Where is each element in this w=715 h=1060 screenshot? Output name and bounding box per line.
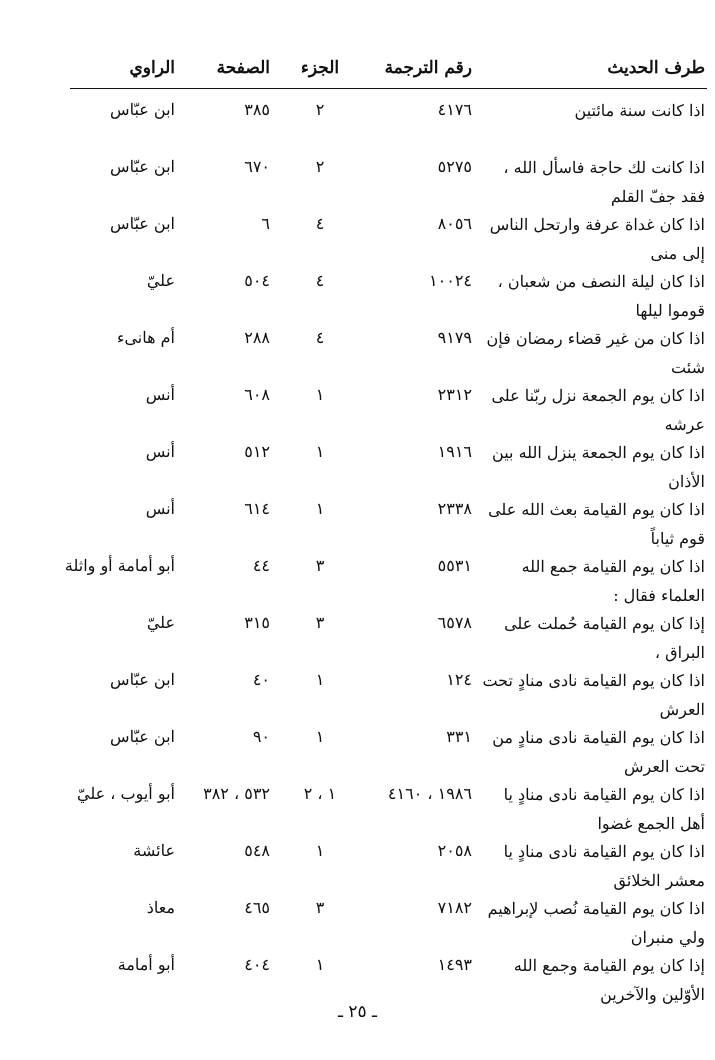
header-page: الصفحة <box>216 58 270 78</box>
table-row <box>0 723 715 780</box>
page-number-cell: ٩٠ <box>252 727 270 746</box>
hadith-text: اذا كان ليلة النصف من شعبان ، قوموا ليلها <box>497 272 705 320</box>
table-row <box>0 96 715 153</box>
page-number: ـ ٢٥ ـ <box>337 1002 378 1022</box>
table-row <box>0 438 715 495</box>
juz-number: ١ <box>315 841 325 860</box>
rawi-name: أبو أيوب ، عليّ <box>77 784 175 803</box>
hadith-text: إذا كان يوم القيامة وجمع الله الأوّلين والآخرين <box>513 956 705 1004</box>
page-number-cell: ٥٣٢ ، ٣٨٢ <box>203 784 270 803</box>
rawi-name: أبو أمامة <box>117 955 175 974</box>
juz-number: ٣ <box>315 898 325 917</box>
rawi-name: عليّ <box>146 271 175 290</box>
hadith-text: اذا كان يوم القيامة نادى منادٍ يا أهل الجمع غضوا <box>503 785 705 833</box>
juz-number: ١ <box>315 670 325 689</box>
table-row <box>0 495 715 552</box>
page-number-cell: ٤٦٥ <box>244 898 270 917</box>
table-row <box>0 609 715 666</box>
rawi-name: ابن عبّاس <box>110 100 175 119</box>
juz-number: ٤ <box>315 214 325 233</box>
page-number-cell: ٦٧٠ <box>244 157 270 176</box>
tarjama-number: ٧١٨٢ <box>437 898 472 917</box>
rawi-name: أنس <box>145 499 175 518</box>
rawi-name: عليّ <box>146 613 175 632</box>
tarjama-number: ١٢٤ <box>446 670 472 689</box>
table-row <box>0 153 715 210</box>
juz-number: ١ <box>315 955 325 974</box>
tarjama-number: ٥٥٣١ <box>437 556 472 575</box>
rawi-name: ابن عبّاس <box>110 727 175 746</box>
tarjama-number: ١٩٨٦ ، ٤١٦٠ <box>387 784 472 803</box>
hadith-text: اذا كانت سنة مائتين <box>574 101 705 120</box>
rawi-name: أنس <box>145 385 175 404</box>
header-rule <box>70 88 707 89</box>
tarjama-number: ٢٠٥٨ <box>437 841 472 860</box>
tarjama-number: ٢٣١٢ <box>437 385 472 404</box>
tarjama-number: ٢٣٣٨ <box>437 499 472 518</box>
rawi-name: أنس <box>145 442 175 461</box>
tarjama-number: ٦٥٧٨ <box>437 613 472 632</box>
rawi-name: أم هانىء <box>116 328 175 347</box>
tarjama-number: ٥٢٧٥ <box>437 157 472 176</box>
table-row <box>0 552 715 609</box>
juz-number: ٤ <box>315 271 325 290</box>
juz-number: ١ <box>315 442 325 461</box>
hadith-text: اذا كان يوم القيامة نادى منادٍ من تحت العرش <box>492 728 705 776</box>
hadith-text: اذا كان يوم الجمعة ينزل الله بين الأذان <box>492 443 705 491</box>
tarjama-number: ١٠٠٢٤ <box>429 271 472 290</box>
rawi-name: ابن عبّاس <box>110 157 175 176</box>
hadith-text: اذا كان يوم القيامة نُصب لإبراهيم ولي منبران <box>487 899 705 947</box>
page-number-cell: ٥١٢ <box>244 442 270 461</box>
hadith-text: اذا كان يوم القيامة جمع الله العلماء فقال : <box>521 557 705 605</box>
rawi-name: ابن عبّاس <box>110 670 175 689</box>
page-number-cell: ٢٨٨ <box>244 328 270 347</box>
juz-number: ٤ <box>315 328 325 347</box>
page-number-cell: ٣١٥ <box>244 613 270 632</box>
table-row <box>0 894 715 951</box>
tarjama-number: ٣٣١ <box>446 727 472 746</box>
header-hadith: طرف الحديث <box>607 58 705 78</box>
tarjama-number: ٤١٧٦ <box>437 100 472 119</box>
tarjama-number: ١٤٩٣ <box>437 955 472 974</box>
hadith-text: اذا كان يوم القيامة نادى منادٍ تحت العرش <box>482 671 705 719</box>
table-row <box>0 837 715 894</box>
hadith-text: اذا كان يوم الجمعة نزل ربّنا على عرشه <box>491 386 705 434</box>
juz-number: ١ ، ٢ <box>303 784 337 803</box>
page-number-cell: ٤٠ <box>252 670 270 689</box>
juz-number: ٢ <box>315 157 325 176</box>
page-number-cell: ٥٠٤ <box>244 271 270 290</box>
table-row <box>0 780 715 837</box>
table-row <box>0 210 715 267</box>
rawi-name: ابن عبّاس <box>110 214 175 233</box>
juz-number: ١ <box>315 727 325 746</box>
table-row <box>0 951 715 1008</box>
tarjama-number: ٩١٧٩ <box>437 328 472 347</box>
juz-number: ١ <box>315 499 325 518</box>
hadith-text: إذا كان يوم القيامة حُملت على البراق ، <box>504 614 705 662</box>
page-number-cell: ٣٨٥ <box>244 100 270 119</box>
hadith-text: اذا كانت لك حاجة فاسأل الله ، فقد جفّ القلم <box>503 158 705 206</box>
index-table <box>0 96 715 1008</box>
rawi-name: معاذ <box>146 898 175 917</box>
rawi-name: عائشة <box>133 841 175 860</box>
hadith-text: اذا كان غداة عرفة وارتحل الناس إلى منى <box>489 215 705 263</box>
header-rawi: الراوي <box>129 58 175 78</box>
juz-number: ٢ <box>315 100 325 119</box>
page-number-cell: ٤٤ <box>252 556 270 575</box>
juz-number: ١ <box>315 385 325 404</box>
page-number-cell: ٤٠٤ <box>244 955 270 974</box>
table-row <box>0 666 715 723</box>
header-juz: الجزء <box>300 58 340 78</box>
table-row <box>0 381 715 438</box>
table-row <box>0 267 715 324</box>
page-number-cell: ٦١٤ <box>244 499 270 518</box>
juz-number: ٣ <box>315 556 325 575</box>
table-row <box>0 324 715 381</box>
tarjama-number: ١٩١٦ <box>437 442 472 461</box>
page-number-cell: ٦٠٨ <box>244 385 270 404</box>
rawi-name: أبو أمامة أو واثلة <box>64 556 175 575</box>
hadith-text: اذا كان من غير قضاء رمضان فإن شئت <box>486 329 705 377</box>
hadith-text: اذا كان يوم القيامة بعث الله على قوم ثياباً <box>488 500 705 548</box>
juz-number: ٣ <box>315 613 325 632</box>
header-tarjama: رقم الترجمة <box>384 58 472 78</box>
page-number-cell: ٥٤٨ <box>244 841 270 860</box>
page-number-cell: ٦ <box>261 214 270 233</box>
tarjama-number: ٨٠٥٦ <box>437 214 472 233</box>
hadith-text: اذا كان يوم القيامة نادى منادٍ يا معشر الخلائق <box>503 842 705 890</box>
